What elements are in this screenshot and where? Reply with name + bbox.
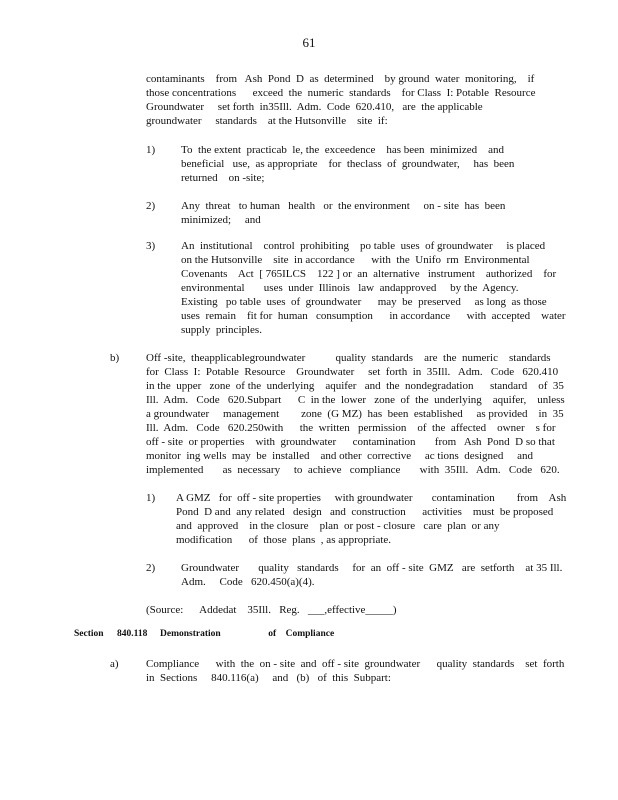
section-title: Demonstration of Compliance bbox=[160, 629, 335, 639]
text-line: Ill. Adm. Code 620.250with the written permission of the affected owner s for bbox=[146, 422, 556, 434]
text-line: Groundwater set forth in35Ill. Adm. Code 620.410, are the applicable bbox=[146, 101, 483, 113]
text-line: monitor ing wells may be installed and other corrective ac tions designed and bbox=[146, 450, 534, 462]
subsection-letter: b) bbox=[110, 352, 120, 364]
text-line: (Source: Addedat 35Ill. Reg. ___,effective_____) bbox=[146, 604, 397, 616]
text-line: Off -site, theapplicablegroundwater quality standards are the numeric standards bbox=[146, 352, 551, 364]
onsite-item-2 bbox=[181, 199, 521, 227]
text-line: in Sections 840.116(a) and (b) of this Subpart: bbox=[146, 672, 391, 684]
text-line: beneficial use, as appropriate for theclass of groundwater, has been bbox=[181, 158, 515, 170]
text-line: those concentrations exceed the numeric standards for Class I: Potable Resource bbox=[146, 87, 536, 99]
onsite-item-1 bbox=[181, 143, 521, 185]
intro-paragraph bbox=[146, 72, 536, 128]
text-line: Pond D and any related design and construction activities must be proposed bbox=[176, 506, 554, 518]
text-line: contaminants from Ash Pond D as determined by ground water monitoring, if bbox=[146, 73, 535, 85]
item-number: 3) bbox=[146, 240, 156, 252]
text-line: supply principles. bbox=[181, 324, 262, 336]
text-line: modification of those plans , as appropriate. bbox=[176, 534, 392, 546]
text-line: off - site or properties with groundwater contamination from Ash Pond D so that bbox=[146, 436, 555, 448]
text-line: Existing po table uses of groundwater may be preserved as long as those bbox=[181, 296, 547, 308]
text-line: A GMZ for off - site properties with groundwater contamination from Ash bbox=[176, 492, 567, 504]
text-line: An institutional control prohibiting po table uses of groundwater is placed bbox=[181, 240, 546, 252]
text-line: on the Hutsonville site in accordance with the Unifo rm Environmental bbox=[181, 254, 530, 266]
text-line: for Class I: Potable Resource Groundwater set forth in 35Ill. Adm. Code 620.410 bbox=[146, 366, 559, 378]
source-note bbox=[146, 603, 397, 617]
item-number: 1) bbox=[146, 144, 156, 156]
page-number: 61 bbox=[302, 35, 316, 50]
text-line: To the extent practicab le, the exceedence has been minimized and bbox=[181, 144, 504, 156]
section-number: 840.118 bbox=[117, 629, 148, 639]
text-line: and approved in the closure plan or post - closure care plan or any bbox=[176, 520, 500, 532]
item-number: 2) bbox=[146, 200, 156, 212]
text-line: returned on -site; bbox=[181, 172, 265, 184]
text-line: minimized; and bbox=[181, 214, 261, 226]
item-number: 2) bbox=[146, 562, 156, 574]
text-line: groundwater standards at the Hutsonville site if: bbox=[146, 115, 388, 127]
offsite-item-1 bbox=[176, 491, 567, 547]
text-line: Adm. Code 620.450(a)(4). bbox=[181, 576, 315, 588]
onsite-item-3 bbox=[181, 239, 566, 337]
item-number: 1) bbox=[146, 492, 156, 504]
subsection-letter: a) bbox=[110, 658, 119, 670]
section-label: Section bbox=[74, 629, 104, 639]
text-line: in the upper zone of the underlying aquifer and the nondegradation standard of 35 bbox=[146, 380, 564, 392]
text-line: Any threat to human health or the environment on - site has been bbox=[181, 200, 506, 212]
offsite-paragraph bbox=[146, 351, 565, 477]
text-line: a groundwater management zone (G MZ) has been established as provided in 35 bbox=[146, 408, 564, 420]
offsite-item-2 bbox=[181, 561, 563, 589]
compliance-paragraph bbox=[146, 657, 565, 685]
text-line: Groundwater quality standards for an off - site GMZ are setforth at 35 Ill. bbox=[181, 562, 563, 574]
text-line: Ill. Adm. Code 620.Subpart C in the lower zone of the underlying aquifer, unless bbox=[146, 394, 565, 406]
text-line: implemented as necessary to achieve compliance with 35Ill. Adm. Code 620. bbox=[146, 464, 560, 476]
text-line: environmental uses under Illinois law andapproved by the Agency. bbox=[181, 282, 519, 294]
text-line: uses remain fit for human consumption in accordance with accepted water bbox=[181, 310, 566, 322]
text-line: Compliance with the on - site and off - site groundwater quality standards set forth bbox=[146, 658, 565, 670]
text-line: Covenants Act [ 765ILCS 122 ] or an alternative instrument authorized for bbox=[181, 268, 557, 280]
